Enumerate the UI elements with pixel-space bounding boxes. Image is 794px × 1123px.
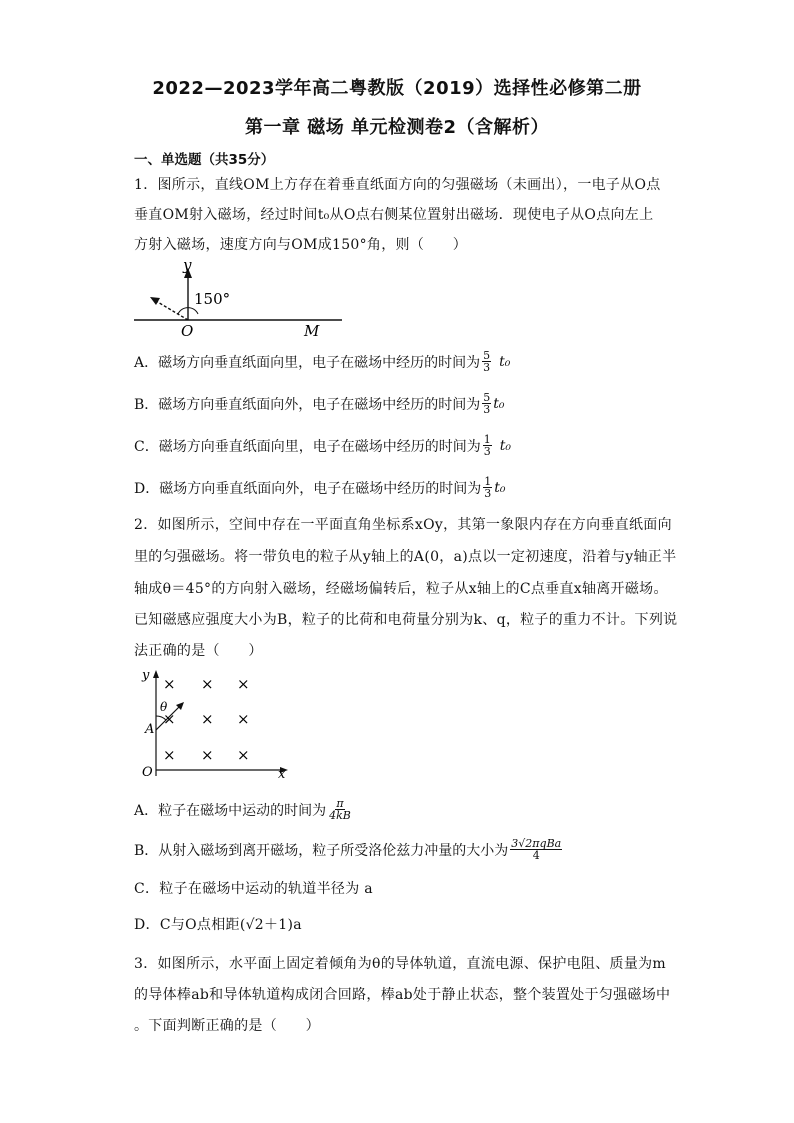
q2-axis-y-label: y bbox=[142, 668, 150, 683]
q1-option-c[interactable] bbox=[134, 434, 511, 457]
field-cross: × bbox=[163, 746, 176, 764]
q1-option-a-t0: t₀ bbox=[499, 353, 511, 370]
q2-point-a-label: A bbox=[145, 722, 155, 737]
section-heading: 一、单选题（共35分） bbox=[134, 152, 275, 168]
exam-title: 2022—2023学年高二粤教版（2019）选择性必修第二册 bbox=[152, 78, 642, 99]
q3-line-2: 的导体棒ab和导体轨道构成闭合回路，棒ab处于静止状态，整个装置处于匀强磁场中 bbox=[134, 987, 671, 1003]
q2-option-b-text: B．从射入磁场到离开磁场，粒子所受洛伦兹力冲量的大小为 bbox=[134, 842, 509, 859]
q2-line-1: 2．如图所示，空间中存在一平面直角坐标系xOy，其第一象限内存在方向垂直纸面向 bbox=[134, 517, 672, 533]
q2-magnetic-field-crosses bbox=[163, 675, 250, 764]
exam-subtitle: 第一章 磁场 单元检测卷2（含解析） bbox=[244, 117, 550, 138]
q3-line-1: 3．如图所示，水平面上固定着倾角为θ的导体轨道，直流电源、保护电阻、质量为m bbox=[134, 956, 667, 972]
q1-line-3: 方射入磁场，速度方向与OM成150°角，则（ ） bbox=[134, 237, 468, 253]
q1-option-c-text: C．磁场方向垂直纸面向里，电子在磁场中经历的时间为 bbox=[134, 438, 481, 455]
q1-option-a[interactable] bbox=[134, 350, 510, 373]
q1-velocity-arrowhead bbox=[150, 297, 160, 305]
q1-axis-y-label: y bbox=[183, 256, 192, 274]
q1-line-2: 垂直OM射入磁场，经过时间t₀从O点右侧某位置射出磁场．现使电子从O点向左上 bbox=[134, 207, 654, 223]
q1-option-b[interactable] bbox=[134, 392, 505, 415]
q2-option-a-fraction: $\frac{\pi}{4kB}$ bbox=[329, 797, 351, 822]
q1-option-c-fraction: $\frac{1}{3}$ bbox=[483, 433, 491, 458]
q2-option-a[interactable] bbox=[134, 798, 354, 821]
field-cross: × bbox=[163, 675, 176, 693]
q2-line-2: 里的匀强磁场。将一带负电的粒子从y轴上的A(0，a)点以一定初速度，沿着与y轴正半 bbox=[134, 549, 677, 565]
q1-option-a-text: A．磁场方向垂直纸面向里，电子在磁场中经历的时间为 bbox=[134, 354, 481, 371]
q1-option-a-fraction: $\frac{5}{3}$ bbox=[483, 349, 491, 374]
q1-figure bbox=[130, 256, 350, 340]
field-cross: × bbox=[237, 675, 250, 693]
q2-axis-x-label: x bbox=[278, 767, 286, 782]
q2-option-b-fraction: $\frac{\text{3√2πqBa}}{4}$ bbox=[511, 837, 562, 862]
q2-y-arrowhead bbox=[153, 670, 159, 678]
q1-option-d-t0: t₀ bbox=[494, 479, 506, 496]
q2-angle-label: θ bbox=[160, 700, 168, 714]
q2-option-c[interactable]: C．粒子在磁场中运动的轨道半径为 a bbox=[134, 881, 373, 897]
q1-option-b-text: B．磁场方向垂直纸面向外，电子在磁场中经历的时间为 bbox=[134, 396, 481, 413]
q2-origin-label: O bbox=[142, 765, 153, 780]
q2-option-d[interactable]: D．C与O点相距(√2＋1)a bbox=[134, 917, 302, 933]
q2-line-5: 法正确的是（ ） bbox=[134, 643, 263, 659]
q1-option-b-fraction: $\frac{5}{3}$ bbox=[483, 391, 491, 416]
field-cross: × bbox=[163, 710, 176, 728]
q1-option-d[interactable] bbox=[134, 476, 505, 499]
field-cross: × bbox=[237, 746, 250, 764]
q1-velocity-dashed bbox=[156, 301, 188, 320]
q1-option-b-t0: t₀ bbox=[493, 395, 505, 412]
q1-origin-label: O bbox=[181, 322, 194, 340]
q1-angle-label: 150° bbox=[194, 290, 231, 308]
field-cross: × bbox=[201, 710, 214, 728]
q3-line-3: 。下面判断正确的是（ ） bbox=[134, 1018, 320, 1034]
q1-m-label: M bbox=[304, 322, 320, 340]
field-cross: × bbox=[237, 710, 250, 728]
q2-line-3: 轴成θ＝45°的方向射入磁场，经磁场偏转后，粒子从x轴上的C点垂直x轴离开磁场。 bbox=[134, 581, 668, 597]
q1-option-d-fraction: $\frac{1}{3}$ bbox=[484, 475, 492, 500]
q1-line-1: 1．图所示，直线OM上方存在着垂直纸面方向的匀强磁场（未画出），一电子从O点 bbox=[134, 177, 661, 193]
q2-option-b[interactable] bbox=[134, 838, 564, 861]
field-cross: × bbox=[201, 746, 214, 764]
q2-option-a-text: A．粒子在磁场中运动的时间为 bbox=[134, 802, 327, 819]
field-cross: × bbox=[201, 675, 214, 693]
q1-option-d-text: D．磁场方向垂直纸面向外，电子在磁场中经历的时间为 bbox=[134, 480, 482, 497]
q2-line-4: 已知磁感应强度大小为B，粒子的比荷和电荷量分别为k、q，粒子的重力不计。下列说 bbox=[134, 612, 678, 628]
q2-figure bbox=[136, 664, 296, 786]
q1-option-c-t0: t₀ bbox=[499, 437, 511, 454]
